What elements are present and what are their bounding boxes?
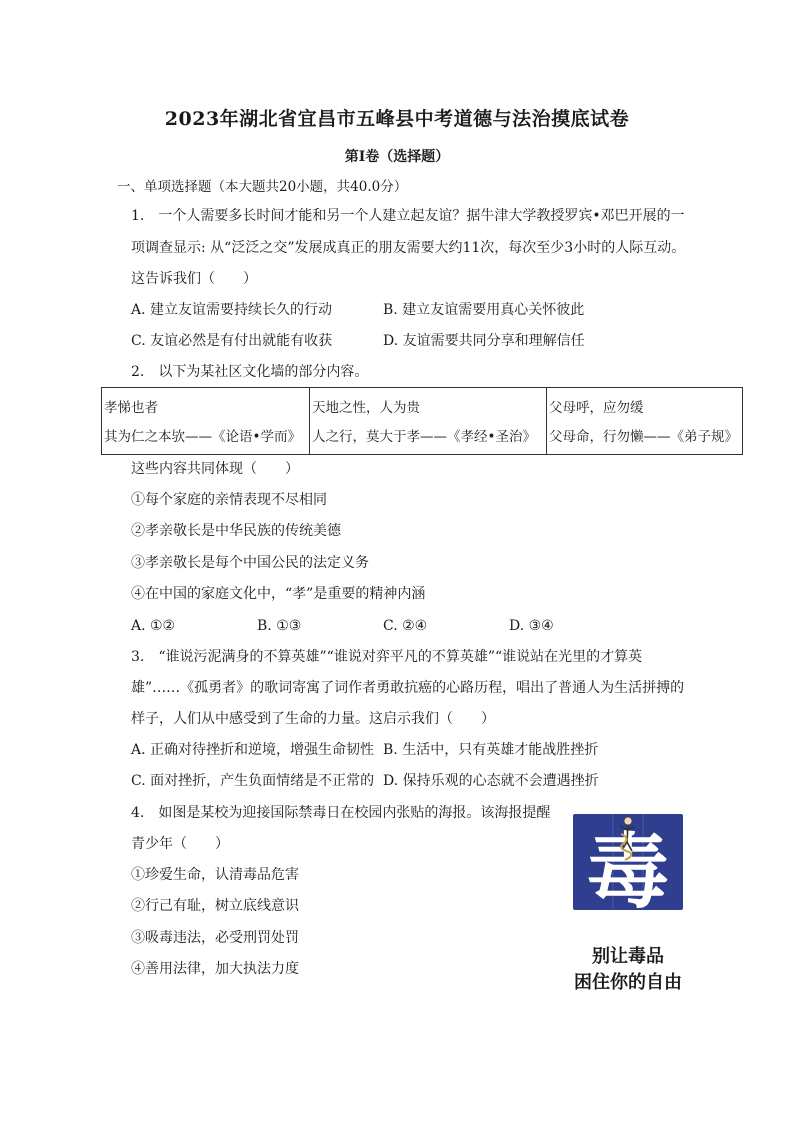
cell-line: 其为仁之本欤——《论语•学而》 — [104, 429, 301, 445]
anti-drug-poster — [573, 814, 683, 910]
q1-option-c[interactable]: C. 友谊必然是有付出就能有收获 — [131, 333, 333, 349]
poster-glyph: 毒 — [586, 825, 670, 910]
cell-line: 父母呼，应勿缓 — [549, 400, 644, 416]
q4-statement-3: ③吸毒违法，必受刑罚处罚 — [131, 930, 299, 946]
q2-option-b[interactable]: B. ①③ — [257, 618, 302, 634]
q2-option-d[interactable]: D. ③④ — [509, 618, 554, 634]
q4-statement-4: ④善用法律，加大执法力度 — [131, 961, 299, 977]
q4-statement-1: ①珍爱生命，认清毒品危害 — [131, 867, 299, 883]
poster-caption-line-2: 困住你的自由 — [574, 972, 682, 993]
q3-stem-line-1: 3. “谁说污泥满身的不算英雄”“谁说对弈平凡的不算英雄”“谁说站在光里的才算英 — [131, 649, 643, 665]
q1-option-b[interactable]: B. 建立友谊需要用真心关怀彼此 — [383, 302, 585, 318]
poster-caption-line-1: 别让毒品 — [592, 946, 664, 967]
q1-stem-line-3: 这告诉我们（ ） — [131, 271, 257, 287]
table-cell — [310, 388, 547, 455]
q3-option-d[interactable]: D. 保持乐观的心态就不会遭遇挫折 — [383, 773, 599, 789]
q2-stem: 2. 以下为某社区文化墙的部分内容。 — [131, 364, 369, 380]
section-heading: 一、单项选择题（本大题共20小题，共40.0分） — [117, 179, 408, 195]
q1-stem-line-2: 项调查显示: 从“泛泛之交”发展成真正的朋友需要大约11次，每次至少3小时的人际互动。 — [131, 240, 686, 256]
culture-wall-table — [101, 387, 743, 455]
q3-option-a[interactable]: A. 正确对待挫折和逆境，增强生命韧性 — [131, 742, 375, 758]
q1-option-d[interactable]: D. 友谊需要共同分享和理解信任 — [383, 333, 585, 349]
q1-stem-line-1: 1. 一个人需要多长时间才能和另一个人建立起友谊？据牛津大学教授罗宾•邓巴开展的一 — [131, 208, 685, 224]
volume-subtitle: 第Ⅰ卷（选择题） — [344, 149, 450, 165]
q2-statement-2: ②孝亲敬长是中华民族的传统美德 — [131, 523, 341, 539]
cell-line: 天地之性，人为贵 — [312, 400, 420, 416]
q4-stem-line-2: 青少年（ ） — [131, 836, 229, 852]
q3-stem-line-3: 样子，人们从中感受到了生命的力量。这启示我们（ ） — [131, 711, 495, 727]
q3-stem-line-2: 雄”……《孤勇者》的歌词寄寓了词作者勇敢抗癌的心路历程，唱出了普通人为生活拼搏的 — [131, 680, 685, 696]
q3-option-b[interactable]: B. 生活中，只有英雄才能战胜挫折 — [383, 742, 599, 758]
cell-line: 父母命，行勿懒——《弟子规》 — [549, 429, 738, 445]
q2-statement-4: ④在中国的家庭文化中，“孝”是重要的精神内涵 — [131, 586, 426, 602]
page-title: 2023年湖北省宜昌市五峰县中考道德与法治摸底试卷 — [164, 108, 630, 130]
cell-line: 人之行，莫大于孝——《孝经•圣治》 — [312, 429, 536, 445]
q2-option-a[interactable]: A. ①② — [131, 618, 176, 634]
q4-statement-2: ②行己有耻，树立底线意识 — [131, 898, 299, 914]
cell-line: 孝悌也者 — [104, 400, 158, 416]
q2-question: 这些内容共同体现（ ） — [131, 461, 299, 477]
table-cell — [102, 388, 310, 455]
q2-statement-1: ①每个家庭的亲情表现不尽相同 — [131, 492, 327, 508]
q4-stem-line-1: 4. 如图是某校为迎接国际禁毒日在校园内张贴的海报。该海报提醒 — [131, 805, 551, 821]
table-cell — [547, 388, 743, 455]
q1-option-a[interactable]: A. 建立友谊需要持续长久的行动 — [131, 302, 333, 318]
q3-option-c[interactable]: C. 面对挫折，产生负面情绪是不正常的 — [131, 773, 375, 789]
q2-statement-3: ③孝亲敬长是每个中国公民的法定义务 — [131, 555, 369, 571]
q2-option-c[interactable]: C. ②④ — [383, 618, 428, 634]
